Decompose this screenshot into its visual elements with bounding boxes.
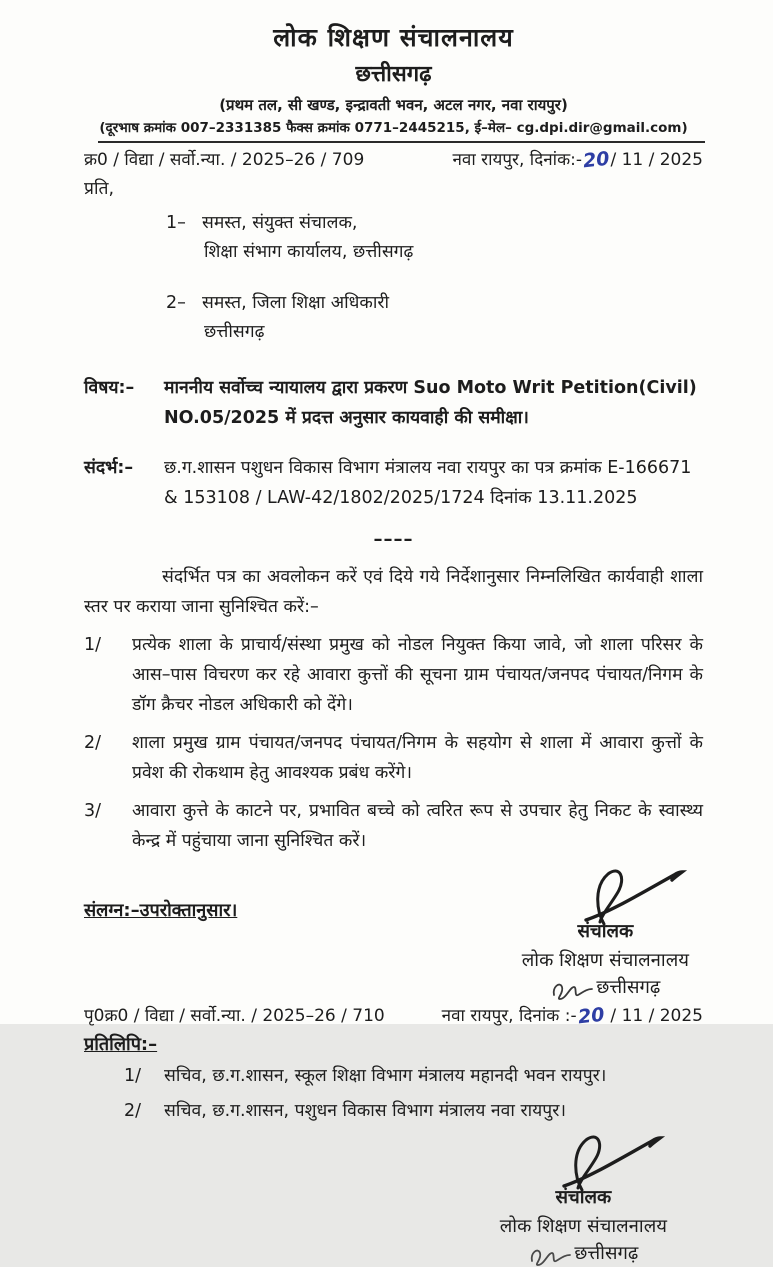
point-3-number: 3/ — [84, 801, 102, 821]
org-contact: (दूरभाष क्रमांक 007–2331385 फैक्स क्रमांक 0771–2445215, ई–मेल– cg.dpi.dir@gmail.com) — [99, 120, 688, 136]
endorsement-number-row — [84, 1003, 703, 1029]
addressee-1-line2: शिक्षा संभाग कार्यालय, छत्तीसगढ़ — [204, 242, 414, 262]
point-3-text: आवारा कुत्ते के काटने पर, प्रभावित बच्चे को त्वरित रूप से उपचार हेतु निकट के स्वास्थ्य केन्द्र में पहुंचाया जाना सुनिश्चित करें। — [132, 801, 703, 851]
addressee-1-number: 1– — [166, 213, 186, 233]
bottom-signature-row — [84, 1132, 703, 1265]
point-2 — [84, 728, 703, 788]
signature-block-top — [522, 866, 689, 999]
addressee-2-line1: समस्त, जिला शिक्षा अधिकारी — [202, 293, 390, 313]
copy-1-text: सचिव, छ.ग.शासन, स्कूल शिक्षा विभाग मंत्रालय महानदी भवन रायपुर। — [164, 1066, 607, 1086]
letter-number: क्र0 / विद्या / सर्वो.न्या. / 2025–26 / 709 — [84, 150, 365, 170]
signatory-state: छत्तीसगढ़ — [574, 1243, 639, 1264]
addressee-2-line2: छत्तीसगढ़ — [204, 322, 265, 342]
enclosure-note: संलग्न:–उपरोक्तानुसार। — [84, 900, 238, 921]
endorsement-number: पृ0क्र0 / विद्या / सर्वो.न्या. / 2025–26 / 710 — [84, 1006, 385, 1026]
addressee-1-line1: समस्त, संयुक्त संचालक, — [202, 213, 358, 233]
subject-row — [84, 373, 703, 433]
point-1-text: प्रत्येक शाला के प्राचार्य/संस्था प्रमुख को नोडल नियुक्त किया जावे, जो शाला परिसर के आस–पास विचरण कर रहे आवारा कुत्तों की सूचना ग्राम पंचायत/जनपद पंचायत/निगम के डॉग क्रैचर नोडल अधिकारी को देंगे। — [132, 635, 703, 715]
subject-label: विषय:– — [84, 378, 135, 398]
signature-initials-icon — [528, 1245, 572, 1267]
salutation: प्रति, — [84, 179, 115, 199]
signatory-org: लोक शिक्षण संचालनालय — [521, 950, 689, 971]
point-1 — [84, 630, 703, 720]
signature-block-bottom — [500, 1132, 667, 1265]
reference-text: छ.ग.शासन पशुधन विकास विभाग मंत्रालय नवा रायपुर का पत्र क्रमांक E-166671 & 153108 / LAW-42/1802/2025/1724 दिनांक 13.11.2025 — [164, 458, 692, 508]
signatory-org: लोक शिक्षण संचालनालय — [499, 1216, 667, 1237]
copy-2-text: सचिव, छ.ग.शासन, पशुधन विकास विभाग मंत्रालय नवा रायपुर। — [164, 1101, 567, 1121]
signatory-state-row — [522, 974, 689, 999]
copy-2-number: 2/ — [124, 1101, 142, 1121]
dash-separator: –––– — [373, 529, 414, 550]
addressee-2 — [166, 289, 703, 347]
copy-1-number: 1/ — [124, 1066, 142, 1086]
body-intro: संदर्भित पत्र का अवलोकन करें एवं दिये गये निर्देशानुसार निम्नलिखित कार्यवाही शाला स्तर पर कराया जाना सुनिश्चित करें:– — [84, 567, 703, 617]
header-divider — [98, 141, 705, 143]
addressee-1 — [166, 209, 703, 267]
signatory-designation: संचालक — [577, 921, 634, 942]
org-title: लोक शिक्षण संचालनालय — [273, 23, 514, 52]
signatory-state-row — [500, 1240, 667, 1265]
copies-label: प्रतिलिपि:– — [84, 1034, 158, 1055]
handwritten-date-day: 20 — [581, 147, 611, 173]
endorsement-date-rest: / 11 / 2025 — [605, 1006, 703, 1026]
reference-row — [84, 453, 703, 513]
reference-number-row — [84, 147, 703, 173]
endorsement-date-prefix: नवा रायपुर, दिनांक :- — [441, 1006, 577, 1026]
place-date-prefix: नवा रायपुर, दिनांक:- — [452, 150, 582, 170]
letterhead — [84, 20, 703, 136]
reference-label: संदर्भ:– — [84, 458, 134, 478]
point-2-number: 2/ — [84, 733, 102, 753]
org-address: (प्रथम तल, सी खण्ड, इन्द्रावती भवन, अटल नगर, नवा रायपुर) — [219, 96, 568, 114]
endorsement-place-date — [441, 1003, 703, 1029]
place-date — [452, 147, 703, 173]
enclosure-signature-row — [84, 866, 703, 999]
point-3 — [84, 796, 703, 856]
signature-initials-icon — [550, 979, 594, 1001]
copy-item-2 — [124, 1096, 703, 1126]
signatory-designation: संचालक — [555, 1187, 612, 1208]
subject-text: माननीय सर्वोच्च न्यायालय द्वारा प्रकरण Suo Moto Writ Petition(Civil) NO.05/2025 में प्रदत्त अनुसार कायवाही की समीक्षा। — [164, 378, 697, 428]
point-2-text: शाला प्रमुख ग्राम पंचायत/जनपद पंचायत/निगम के सहयोग से शाला में आवारा कुत्तों के प्रवेश की रोकथाम हेतु आवश्यक प्रबंध करेंगे। — [132, 733, 703, 783]
point-1-number: 1/ — [84, 635, 102, 655]
place-date-rest: / 11 / 2025 — [610, 150, 703, 170]
signatory-state: छत्तीसगढ़ — [596, 977, 661, 998]
addressee-2-number: 2– — [166, 293, 186, 313]
handwritten-date-day-2: 20 — [576, 1003, 606, 1029]
copy-item-1 — [124, 1061, 703, 1091]
org-state: छत्तीसगढ़ — [355, 62, 432, 87]
